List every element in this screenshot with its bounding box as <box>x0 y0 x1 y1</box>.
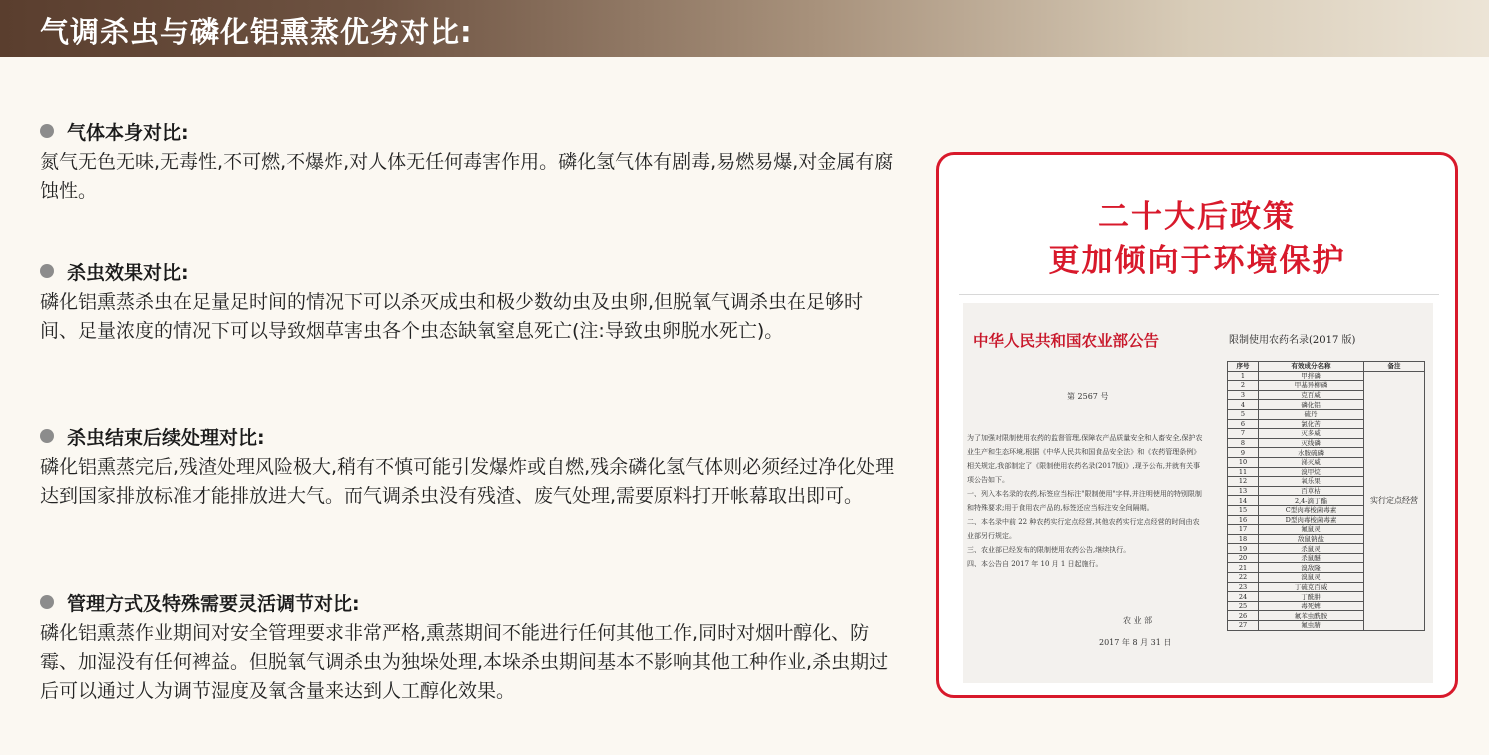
section-body: 磷化铝熏蒸完后,残渣处理风险极大,稍有不慎可能引发爆炸或自燃,残余磷化氢气体则必须经过净化处理达到国家排放标准才能排放进大气。而气调杀虫没有残渣、废气处理,需要原料打开帐幕取出即可。 <box>40 456 895 507</box>
table-cell-name: 氟苯虫酰胺 <box>1259 611 1364 621</box>
announcement-paragraph: 二、本名录中前 22 种农药实行定点经营,其他农药实行定点经营的时间由农业部另行规定。 <box>967 518 1200 540</box>
table-cell-name: 氧乐果 <box>1259 477 1364 487</box>
section-heading <box>40 118 900 144</box>
table-cell-index: 22 <box>1228 573 1259 583</box>
page-title: 气调杀虫与磷化铝熏蒸优劣对比: <box>40 15 473 49</box>
table-cell-index: 15 <box>1228 505 1259 515</box>
bullet-icon <box>40 429 54 443</box>
table-cell-name: 甲拌磷 <box>1259 371 1364 381</box>
table-cell-index: 23 <box>1228 582 1259 592</box>
table-cell-index: 13 <box>1228 486 1259 496</box>
table-header-row <box>1228 362 1425 372</box>
table-cell-name: 丁酰肼 <box>1259 592 1364 602</box>
table-cell-name: 涕灭威 <box>1259 457 1364 467</box>
section-body: 磷化铝熏蒸杀虫在足量足时间的情况下可以杀灭成虫和极少数幼虫及虫卵,但脱氧气调杀虫在足够时间、足量浓度的情况下可以导致烟草害虫各个虫态缺氧窒息死亡(注:导致虫卵脱水死亡)。 <box>40 291 864 342</box>
table-cell-index: 27 <box>1228 621 1259 631</box>
section-title: 杀虫效果对比: <box>67 261 189 284</box>
table-cell-index: 14 <box>1228 496 1259 506</box>
pesticide-table-title: 限制使用农药名录(2017 版) <box>1229 335 1356 346</box>
table-header: 序号 <box>1228 362 1259 372</box>
announcement-paragraph: 一、列入本名录的农药,标签应当标注"限制使用"字样,并注明使用的特别限制和特殊要求;用于食用农产品的,标签还应当标注安全间隔期。 <box>967 490 1202 512</box>
table-cell-name: 杀鼠灵 <box>1259 544 1364 554</box>
table-cell-note: 实行定点经营 <box>1364 371 1425 630</box>
section-effect-comparison <box>40 258 900 346</box>
announcement-date: 2017 年 8 月 31 日 <box>1099 638 1172 647</box>
table-cell-index: 2 <box>1228 381 1259 391</box>
table-cell-name: 杀鼠醚 <box>1259 553 1364 563</box>
table-row <box>1228 371 1425 381</box>
table-cell-index: 21 <box>1228 563 1259 573</box>
bullet-icon <box>40 595 54 609</box>
bullet-icon <box>40 264 54 278</box>
table-cell-name: 敌鼠钠盐 <box>1259 534 1364 544</box>
table-cell-name: 氯化苦 <box>1259 419 1364 429</box>
table-cell-name: C型肉毒梭菌毒素 <box>1259 505 1364 515</box>
section-gas-comparison <box>40 118 900 206</box>
announcement-document <box>963 303 1433 683</box>
table-cell-index: 4 <box>1228 400 1259 410</box>
table-cell-name: 磷化铝 <box>1259 400 1364 410</box>
table-cell-index: 26 <box>1228 611 1259 621</box>
table-cell-name: 毒死蜱 <box>1259 601 1364 611</box>
policy-line-1: 二十大后政策 <box>1098 199 1296 235</box>
section-management-comparison <box>40 589 900 706</box>
table-cell-index: 1 <box>1228 371 1259 381</box>
table-cell-index: 24 <box>1228 592 1259 602</box>
table-cell-index: 8 <box>1228 438 1259 448</box>
table-cell-name: 溴甲烷 <box>1259 467 1364 477</box>
table-cell-name: 氟虫腈 <box>1259 621 1364 631</box>
table-cell-index: 20 <box>1228 553 1259 563</box>
table-cell-name: 克百威 <box>1259 390 1364 400</box>
divider <box>959 294 1439 295</box>
table-cell-index: 9 <box>1228 448 1259 458</box>
announcement-signature: 农 业 部 <box>1123 616 1153 625</box>
table-cell-index: 5 <box>1228 409 1259 419</box>
table-cell-name: 氟鼠灵 <box>1259 525 1364 535</box>
table-cell-name: 百草枯 <box>1259 486 1364 496</box>
section-heading <box>40 423 900 449</box>
table-cell-index: 19 <box>1228 544 1259 554</box>
table-header: 有效成分名称 <box>1259 362 1364 372</box>
table-cell-name: D型肉毒梭菌毒素 <box>1259 515 1364 525</box>
section-title: 气体本身对比: <box>67 121 189 144</box>
table-cell-index: 3 <box>1228 390 1259 400</box>
table-cell-name: 溴敌隆 <box>1259 563 1364 573</box>
page-header <box>0 0 1489 57</box>
announcement-paragraph: 三、农业部已经发布的限制使用农药公告,继续执行。 <box>967 546 1131 554</box>
table-cell-name: 2,4-滴丁酯 <box>1259 496 1364 506</box>
table-cell-name: 甲基异柳磷 <box>1259 381 1364 391</box>
table-cell-name: 灭线磷 <box>1259 438 1364 448</box>
bullet-icon <box>40 124 54 138</box>
table-header: 备注 <box>1364 362 1425 372</box>
table-cell-index: 25 <box>1228 601 1259 611</box>
announcement-paragraph: 为了加强对限制使用农药的监督管理,保障农产品质量安全和人畜安全,保护农业生产和生态环境,根据《中华人民共和国食品安全法》和《农药管理条例》相关规定,我部制定了《限制使用农药名录(2017版)》,现予公布,并就有关事项公告如下。 <box>967 434 1203 484</box>
announcement-paragraph: 四、本公告自 2017 年 10 月 1 日起施行。 <box>967 560 1103 568</box>
table-cell-name: 硫丹 <box>1259 409 1364 419</box>
table-cell-index: 16 <box>1228 515 1259 525</box>
table-cell-name: 灭多威 <box>1259 429 1364 439</box>
pesticide-table <box>1227 361 1425 631</box>
section-body: 磷化铝熏蒸作业期间对安全管理要求非常严格,熏蒸期间不能进行任何其他工作,同时对烟叶醇化、防霉、加湿没有任何裨益。但脱氧气调杀虫为独垛处理,本垛杀虫期间基本不影响其他工种作业,杀虫期过后可以通过人为调节湿度及氧含量来达到人工醇化效果。 <box>40 622 889 702</box>
table-cell-index: 10 <box>1228 457 1259 467</box>
announcement-number: 第 2567 号 <box>1067 392 1109 401</box>
section-heading <box>40 589 900 615</box>
announcement-body <box>967 431 1203 571</box>
policy-line-2: 更加倾向于环境保护 <box>1048 243 1346 279</box>
table-cell-index: 18 <box>1228 534 1259 544</box>
section-aftermath-comparison <box>40 423 900 511</box>
section-body: 氮气无色无味,无毒性,不可燃,不爆炸,对人体无任何毒害作用。磷化氢气体有剧毒,易燃易爆,对金属有腐蚀性。 <box>40 151 894 202</box>
section-title: 管理方式及特殊需要灵活调节对比: <box>67 592 360 615</box>
table-cell-name: 丁硫克百威 <box>1259 582 1364 592</box>
table-cell-index: 7 <box>1228 429 1259 439</box>
table-cell-index: 6 <box>1228 419 1259 429</box>
announcement-title: 中华人民共和国农业部公告 <box>973 331 1160 350</box>
table-cell-name: 水胺硫磷 <box>1259 448 1364 458</box>
table-cell-name: 溴鼠灵 <box>1259 573 1364 583</box>
table-cell-index: 17 <box>1228 525 1259 535</box>
section-heading <box>40 258 900 284</box>
table-cell-index: 11 <box>1228 467 1259 477</box>
section-title: 杀虫结束后续处理对比: <box>67 426 265 449</box>
table-cell-index: 12 <box>1228 477 1259 487</box>
policy-card <box>936 152 1458 698</box>
